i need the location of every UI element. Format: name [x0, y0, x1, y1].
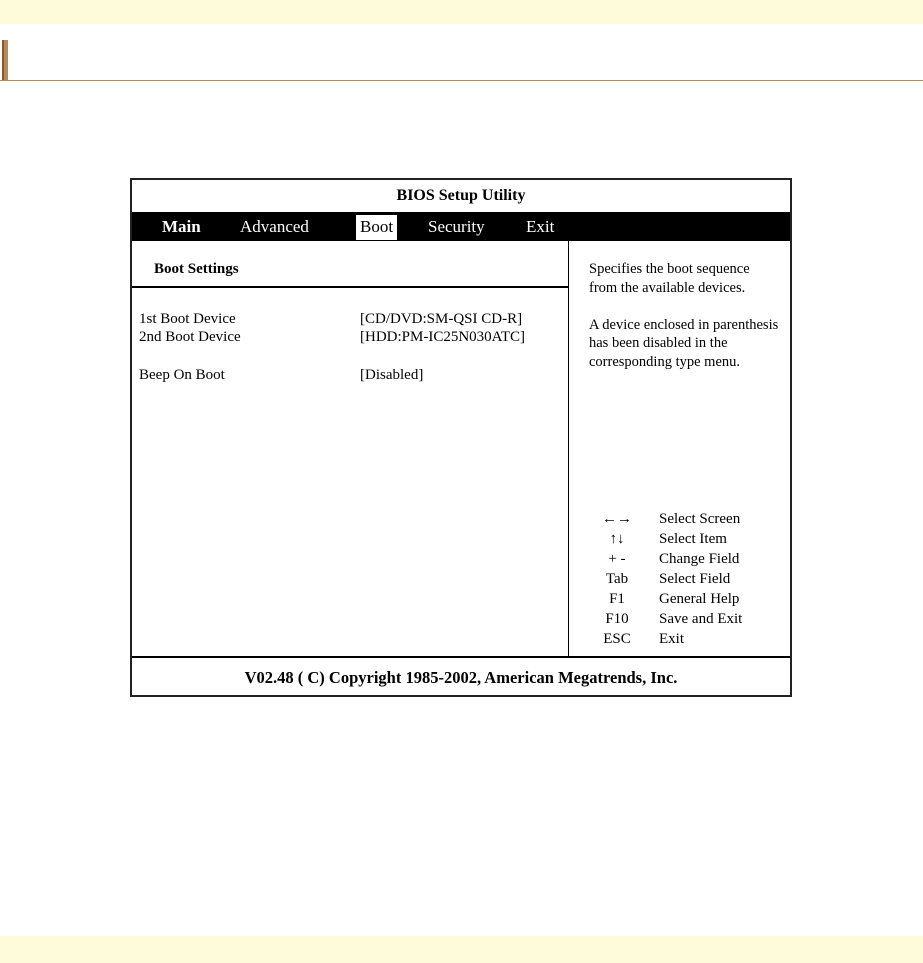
tab-security[interactable]: Security [428, 217, 485, 236]
key-action: Exit [659, 631, 684, 647]
tab-exit[interactable]: Exit [526, 217, 555, 236]
help-text [589, 260, 779, 390]
top-band [0, 0, 923, 24]
second-boot-device-value[interactable]: [HDD:PM-IC25N030ATC] [360, 329, 525, 345]
key-action: Select Item [659, 531, 727, 547]
key-symbol: + - [608, 551, 626, 567]
key-action: Change Field [659, 551, 740, 567]
key-symbol: F1 [609, 591, 625, 607]
tab-main[interactable]: Main [162, 217, 201, 236]
help-paragraph-1: Specifies the boot sequence from the available devices. [589, 261, 750, 296]
key-action: Select Field [659, 571, 731, 587]
settings-pane [132, 241, 568, 656]
help-paragraph-2: A device enclosed in parenthesis has been disabled in the corresponding type menu. [589, 316, 779, 370]
key-symbol: F10 [605, 611, 629, 627]
up-down-arrows-icon: ↑↓ [609, 531, 625, 547]
bios-screen [130, 178, 792, 697]
bios-title: BIOS Setup Utility [396, 187, 526, 204]
beep-on-boot-label[interactable]: Beep On Boot [139, 367, 225, 383]
left-right-arrows-icon: ←→ [602, 511, 632, 527]
first-boot-device-value[interactable]: [CD/DVD:SM-QSI CD-R] [360, 311, 523, 327]
key-row [589, 609, 789, 629]
section-header [0, 36, 923, 81]
key-row [589, 549, 789, 569]
key-row [589, 589, 789, 609]
second-boot-device-label[interactable]: 2nd Boot Device [139, 329, 241, 345]
key-row [589, 509, 789, 529]
key-symbol: ESC [603, 631, 631, 647]
key-legend [589, 509, 789, 649]
key-action: General Help [659, 591, 740, 607]
key-symbol: Tab [605, 571, 629, 587]
bottom-band [0, 936, 923, 963]
menu-bar [132, 212, 790, 241]
help-pane [568, 241, 791, 656]
key-row [589, 569, 789, 589]
pane-divider [132, 286, 568, 288]
tab-boot[interactable]: Boot [356, 215, 397, 240]
key-action: Select Screen [659, 511, 741, 527]
section-marker [2, 40, 8, 80]
beep-on-boot-value[interactable]: [Disabled] [360, 367, 424, 383]
first-boot-device-label[interactable]: 1st Boot Device [139, 311, 236, 327]
copyright-footer: V02.48 ( C) Copyright 1985-2002, American Megatrends, Inc. [132, 656, 790, 697]
pane-title: Boot Settings [154, 261, 239, 277]
key-row [589, 529, 789, 549]
key-row [589, 629, 789, 649]
key-action: Save and Exit [659, 611, 743, 627]
tab-advanced[interactable]: Advanced [240, 217, 309, 236]
